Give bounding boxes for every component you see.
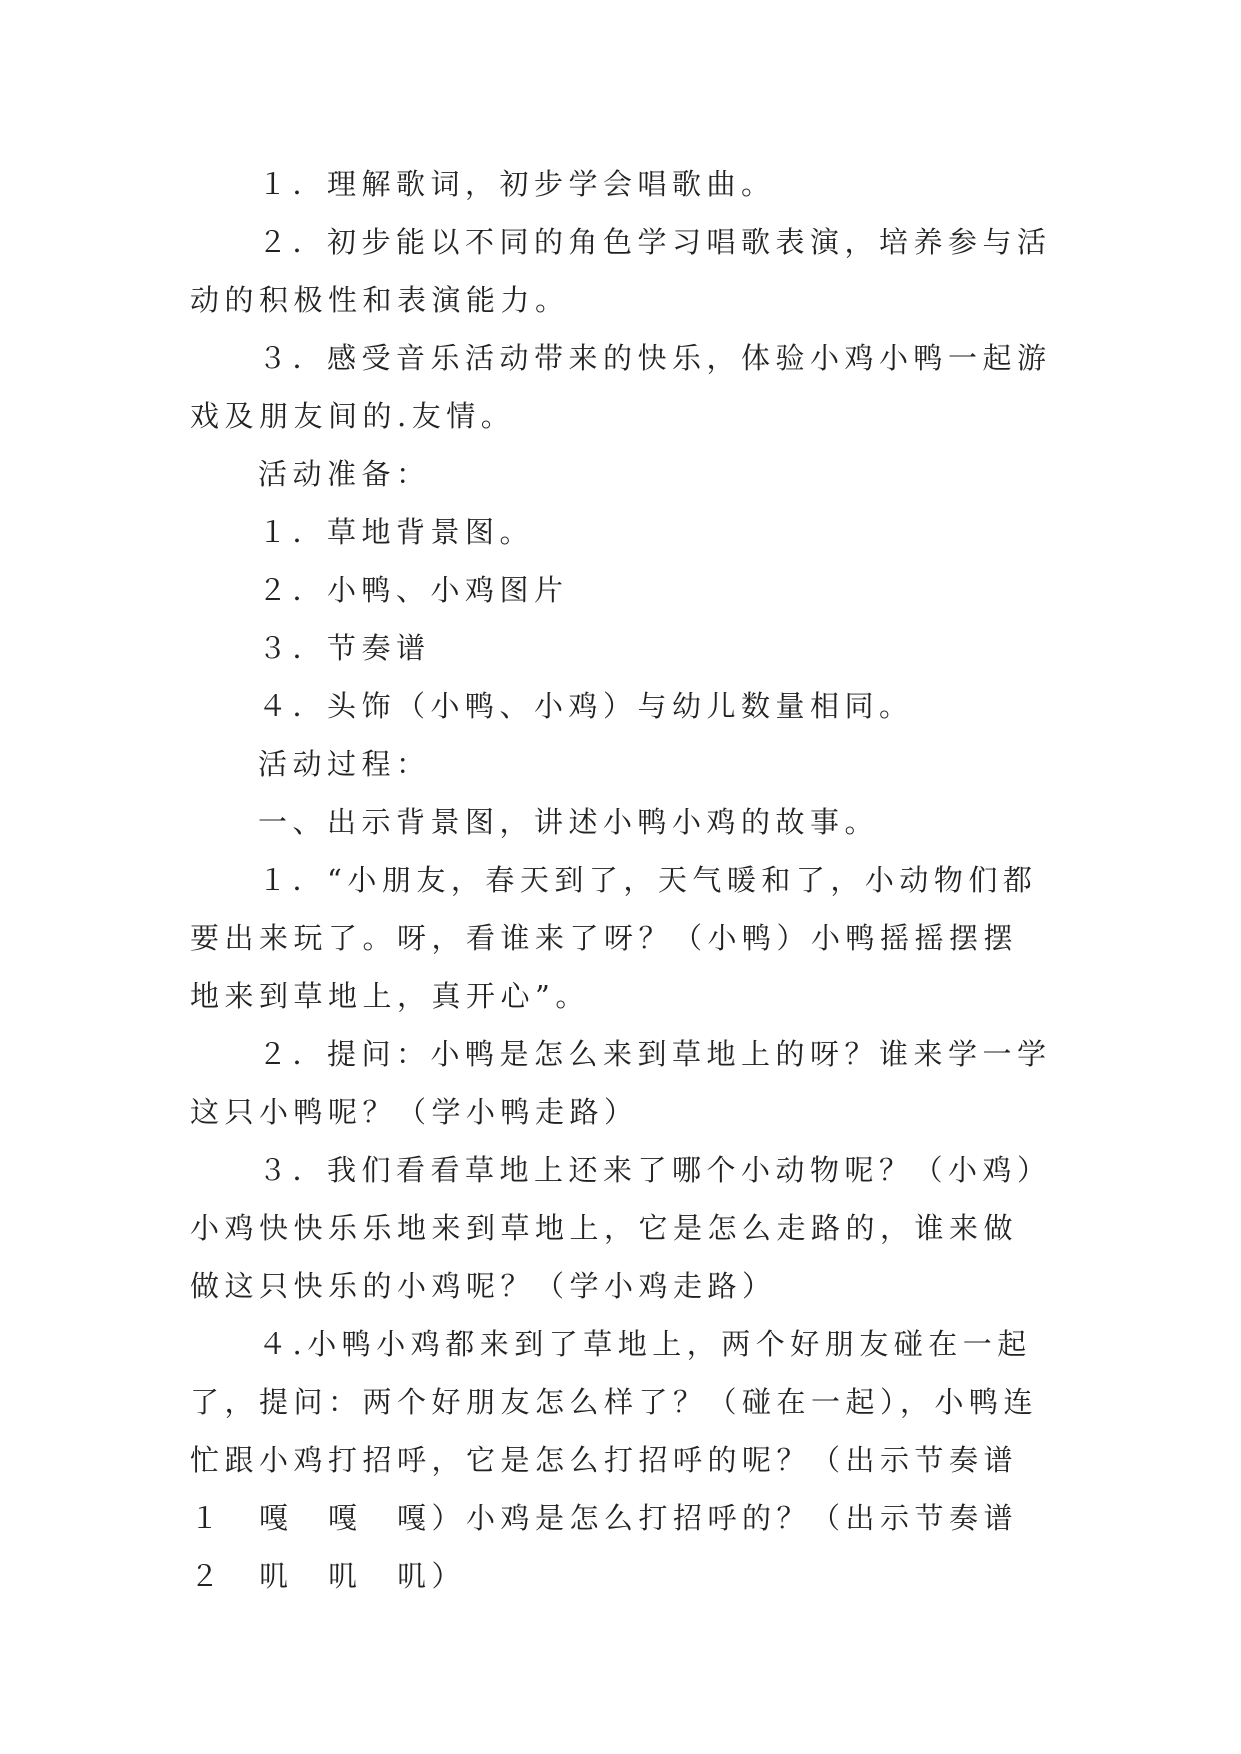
preparation-1: １．草地背景图。 (258, 515, 535, 549)
document-body (190, 155, 1052, 1605)
process-item-1: １．“小朋友，春天到了，天气暖和了，小动物们都要出来玩了。呀，看谁来了呀？（小鸭）小鸭摇摇摆摆地来到草地上，真开心”。 (190, 863, 1038, 1013)
section-heading-preparation: 活动准备： (258, 457, 431, 491)
process-item-3: ３．我们看看草地上还来了哪个小动物呢？（小鸡）小鸡快快乐乐地来到草地上，它是怎么走路的，谁来做做这只快乐的小鸡呢？（学小鸡走路） (190, 1153, 1052, 1303)
process-step-heading: 一、出示背景图，讲述小鸭小鸡的故事。 (258, 805, 880, 839)
section-heading-process: 活动过程： (258, 747, 431, 781)
process-item-4: ４.小鸭小鸡都来到了草地上，两个好朋友碰在一起了，提问：两个好朋友怎么样了？（碰在一起），小鸭连忙跟小鸡打招呼，它是怎么打招呼的呢？（出示节奏谱１ 嘎 嘎 嘎）小鸡是怎么打招呼的？（出示节奏谱２ 叽 叽 叽） (190, 1327, 1039, 1593)
preparation-4: ４．头饰（小鸭、小鸡）与幼儿数量相同。 (258, 689, 914, 723)
goal-2: ２．初步能以不同的角色学习唱歌表演，培养参与活动的积极性和表演能力。 (190, 225, 1052, 317)
process-item-2: ２．提问：小鸭是怎么来到草地上的呀？谁来学一学这只小鸭呢？（学小鸭走路） (190, 1037, 1052, 1129)
preparation-2: ２．小鸭、小鸡图片 (258, 573, 569, 607)
goal-3: ３．感受音乐活动带来的快乐，体验小鸡小鸭一起游戏及朋友间的.友情。 (190, 341, 1052, 433)
goal-1: １．理解歌词，初步学会唱歌曲。 (258, 167, 776, 201)
preparation-3: ３．节奏谱 (258, 631, 431, 665)
